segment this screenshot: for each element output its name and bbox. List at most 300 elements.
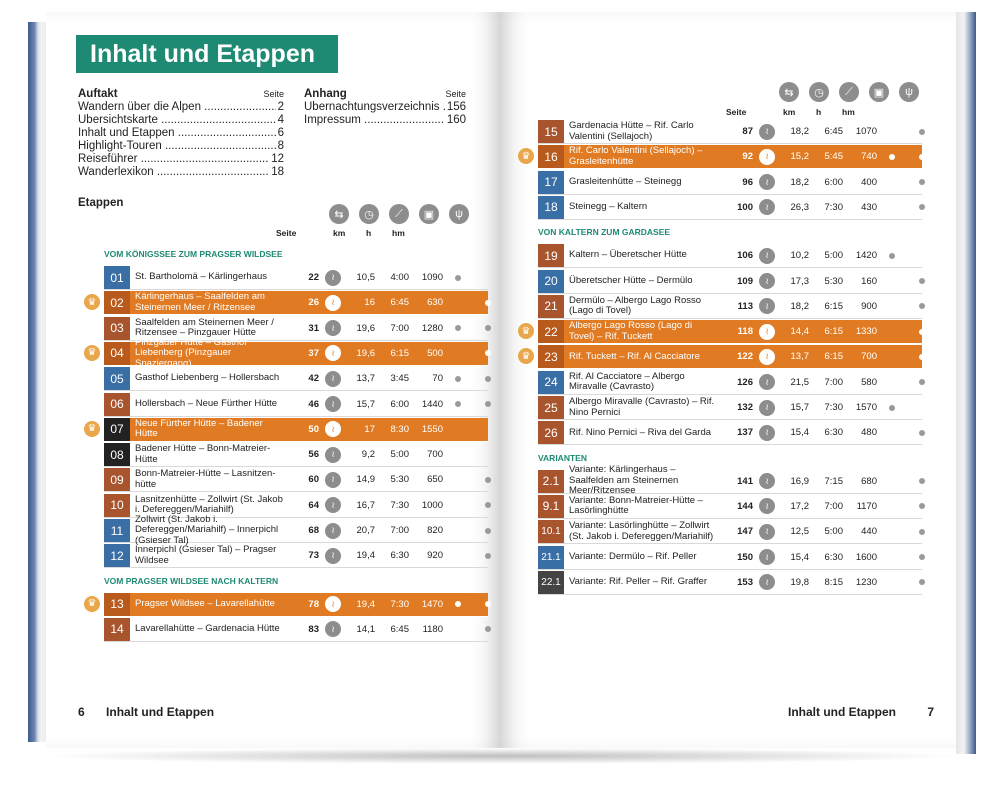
trail-icon: ≀ <box>325 523 341 539</box>
stage-elevation: 580 <box>861 376 877 388</box>
stage-page: 68 <box>308 525 319 536</box>
stage-elevation: 1230 <box>855 576 877 588</box>
stage-km: 19,4 <box>356 598 375 610</box>
column-icons <box>779 82 929 102</box>
food-dot <box>485 376 491 382</box>
stage-elevation: 1570 <box>855 402 877 413</box>
stage-name: Rif. Al Cacciatore – Albergo Miravalle (Cavrasto) <box>569 370 685 393</box>
food-indicator <box>907 329 937 335</box>
stage-km: 13,7 <box>356 373 375 385</box>
food-dot <box>485 528 491 534</box>
stage-row[interactable] <box>538 295 922 319</box>
trail-icon: ≀ <box>759 324 775 340</box>
food-indicator <box>473 350 503 356</box>
stage-hours: 7:30 <box>390 499 409 511</box>
trail-icon: ≀ <box>759 273 775 289</box>
crown-icon: ♛ <box>84 421 100 437</box>
stage-row[interactable] <box>104 513 488 546</box>
stage-row[interactable] <box>104 367 488 391</box>
food-dot <box>919 529 925 535</box>
toc-anhang <box>304 88 466 127</box>
food-indicator <box>473 477 503 483</box>
food-indicator <box>907 478 937 484</box>
stage-number: 02 <box>104 291 130 314</box>
bus-icon: ▣ <box>419 204 439 224</box>
stage-elevation: 650 <box>427 474 443 486</box>
stage-row[interactable] <box>104 336 488 369</box>
stage-elevation: 1280 <box>421 322 443 334</box>
stage-elevation: 1000 <box>421 499 443 511</box>
stage-row[interactable] <box>538 320 922 344</box>
stage-hours: 7:00 <box>390 525 409 536</box>
stage-hours: 6:45 <box>824 126 843 137</box>
toc-entry[interactable] <box>78 114 284 127</box>
section-title: VON KALTERN ZUM GARDASEE <box>538 227 671 238</box>
stage-row[interactable] <box>538 171 922 195</box>
stage-page: 83 <box>308 623 319 635</box>
toc-anhang-header: Anhang <box>304 88 347 100</box>
food-dot <box>485 325 491 331</box>
stage-hours: 7:30 <box>824 201 843 213</box>
stage-hours: 7:00 <box>390 322 409 334</box>
stage-elevation: 1600 <box>855 551 877 563</box>
trail-icon: ≀ <box>759 498 775 514</box>
trail-icon: ≀ <box>759 400 775 416</box>
food-dot <box>919 303 925 309</box>
bus-indicator <box>443 601 473 607</box>
stage-row[interactable] <box>538 196 922 220</box>
trail-icon: ≀ <box>759 374 775 390</box>
crown-icon: ♛ <box>518 148 534 164</box>
stage-number: 03 <box>104 317 130 340</box>
stage-row[interactable] <box>104 593 488 617</box>
toc-entry[interactable] <box>304 101 466 114</box>
toc-entry[interactable] <box>304 114 466 127</box>
stage-hours: 5:45 <box>824 151 843 163</box>
stage-row[interactable] <box>538 244 922 268</box>
stage-page: 87 <box>742 126 753 137</box>
trail-icon: ≀ <box>325 472 341 488</box>
stage-page: 92 <box>742 151 753 163</box>
stage-elevation: 1420 <box>855 250 877 262</box>
stage-name: Saalfelden am Steinernen Meer / Ritzensee – Pinzgauer Hütte <box>135 316 274 339</box>
food-indicator <box>473 325 503 331</box>
stage-page: 60 <box>308 474 319 486</box>
stage-number: 12 <box>104 544 130 567</box>
trail-icon: ≀ <box>325 295 341 311</box>
food-dot <box>919 329 925 335</box>
toc-entry[interactable] <box>78 166 284 179</box>
stage-elevation: 430 <box>861 201 877 213</box>
stage-page: 50 <box>308 423 319 435</box>
footer <box>788 705 934 719</box>
stage-number: 15 <box>538 120 564 143</box>
stage-number: 14 <box>104 618 130 641</box>
food-dot <box>919 354 925 360</box>
stage-row[interactable] <box>104 443 488 467</box>
food-indicator <box>907 430 937 436</box>
stage-page: 126 <box>737 376 753 388</box>
toc-entry-title: Reiseführer ..... <box>78 153 269 166</box>
food-indicator <box>907 379 937 385</box>
stage-row[interactable] <box>104 544 488 568</box>
stage-name: Steinegg – Kaltern <box>569 201 648 213</box>
stage-hours: 6:45 <box>390 623 409 635</box>
food-dot <box>919 379 925 385</box>
food-indicator <box>907 529 937 535</box>
food-dot <box>485 502 491 508</box>
section-title: VARIANTEN <box>538 452 587 463</box>
food-dot <box>919 204 925 210</box>
food-indicator <box>907 503 937 509</box>
stage-km: 15,7 <box>356 398 375 410</box>
toc-entry[interactable] <box>78 140 284 153</box>
clock-icon: ◷ <box>809 82 829 102</box>
bus-indicator <box>443 325 473 331</box>
stage-elevation: 70 <box>432 373 443 385</box>
stage-page: 141 <box>737 475 753 487</box>
stage-number: 13 <box>104 593 130 616</box>
food-indicator <box>907 354 937 360</box>
stage-hours: 5:30 <box>824 275 843 287</box>
stage-number: 08 <box>104 443 130 466</box>
stage-row[interactable] <box>538 495 922 519</box>
stage-number: 04 <box>104 342 130 365</box>
stage-km: 20,7 <box>356 525 375 536</box>
footer-title: Inhalt und Etappen <box>788 705 896 719</box>
stage-km: 16,9 <box>790 475 809 487</box>
stage-row[interactable] <box>538 464 922 497</box>
stage-page: 118 <box>737 326 753 338</box>
stage-hours: 6:00 <box>824 176 843 188</box>
stage-name: Hollersbach – Neue Fürther Hütte <box>135 397 278 409</box>
crown-icon: ♛ <box>84 345 100 361</box>
food-dot <box>485 553 491 559</box>
stage-number: 23 <box>538 345 564 368</box>
bus-indicator <box>877 154 907 160</box>
food-indicator <box>473 401 503 407</box>
trail-icon: ≀ <box>325 497 341 513</box>
food-dot <box>485 477 491 483</box>
stage-name: Pinzgauer Hütte – Gasthof Liebenberg (Pinzgauer Spaziergang) <box>135 336 247 369</box>
book-edge-right <box>956 12 976 754</box>
food-dot <box>919 278 925 284</box>
stage-number: 20 <box>538 270 564 293</box>
stage-elevation: 1180 <box>422 623 443 635</box>
stage-number: 10.1 <box>538 520 564 543</box>
column-labels <box>46 228 500 240</box>
stage-name: Variante: Rif. Peller – Rif. Graffer <box>569 576 707 588</box>
stage-page: 122 <box>737 351 753 363</box>
stage-name: Überetscher Hütte – Dermülo <box>569 274 693 286</box>
stage-name: Lasnitzenhütte – Zollwirt (St. Jakob i. Defereggen/Mariahilf) <box>135 493 283 516</box>
food-indicator <box>473 376 503 382</box>
stage-row[interactable] <box>538 421 922 445</box>
food-indicator <box>907 579 937 585</box>
bus-dot <box>455 325 461 331</box>
food-indicator <box>907 278 937 284</box>
toc-entry-title: Übernachtungsverzeichnis ..... <box>304 101 445 114</box>
right-page <box>500 12 956 748</box>
stage-km: 10,2 <box>790 250 809 262</box>
stage-number: 06 <box>104 393 130 416</box>
stage-row[interactable] <box>104 393 488 417</box>
stage-name: Pragser Wildsee – Lavarellahütte <box>135 597 275 609</box>
stage-km: 18,2 <box>790 300 809 312</box>
toc-entry-page: 12 <box>271 153 284 165</box>
stage-name: Badener Hütte – Bonn-Matreier-Hütte <box>135 443 271 465</box>
trail-icon: ≀ <box>325 548 341 564</box>
bus-dot <box>455 376 461 382</box>
trail-icon: ≀ <box>759 248 775 264</box>
stage-name: Albergo Miravalle (Cavrasto) – Rif. Nino Pernici <box>569 396 715 418</box>
stage-number: 17 <box>538 171 564 194</box>
col-label-hm: hm <box>392 228 405 238</box>
stage-name: Kärlingerhaus – Saalfelden am Steinernen Meer / Ritzensee <box>135 291 265 313</box>
stage-km: 10,5 <box>356 272 375 283</box>
stage-hours: 6:15 <box>824 326 843 338</box>
stage-row[interactable] <box>538 270 922 294</box>
stage-name: Albergo Lago Rosso (Lago di Tovel) – Rif. Tuckett <box>569 320 693 342</box>
toc-entry-title: Highlight-Touren ..... <box>78 140 276 153</box>
stage-km: 15,4 <box>790 551 809 563</box>
stage-page: 56 <box>308 449 319 461</box>
food-indicator <box>907 154 937 160</box>
stage-name: Neue Fürther Hütte – Badener Hütte <box>135 417 263 440</box>
food-indicator <box>907 554 937 560</box>
stage-page: 37 <box>308 347 319 359</box>
stage-page: 78 <box>308 598 319 610</box>
food-indicator <box>473 300 503 306</box>
col-label-km: km <box>333 228 346 238</box>
stage-row[interactable] <box>538 571 922 595</box>
stage-elevation: 630 <box>427 297 443 309</box>
crown-icon: ♛ <box>518 323 534 339</box>
stage-elevation: 480 <box>861 427 877 439</box>
stage-number: 09 <box>104 468 130 491</box>
stage-row[interactable] <box>104 468 488 492</box>
stage-name: Variante: Kärlingerhaus – Saalfelden am Steinernen Meer/Ritzensee <box>569 464 679 497</box>
toc-entry-page: 2 <box>277 101 284 113</box>
toc-entry[interactable] <box>78 153 284 166</box>
food-dot <box>919 554 925 560</box>
stage-name: Innerpichl (Gsieser Tal) – Pragser Wildsee <box>135 544 277 566</box>
food-indicator <box>907 129 937 135</box>
stage-hours: 7:00 <box>824 376 843 388</box>
food-indicator <box>907 204 937 210</box>
stage-number: 01 <box>104 266 130 289</box>
stage-km: 15,4 <box>790 427 809 439</box>
footer-title: Inhalt und Etappen <box>106 705 215 719</box>
stage-km: 18,2 <box>790 126 809 137</box>
col-label-seite: Seite <box>276 228 297 238</box>
stage-name: Rif. Tuckett – Rif. Al Cacciatore <box>569 350 700 362</box>
col-label-km: km <box>783 107 796 117</box>
toc-entry-page: 160 <box>446 114 466 126</box>
stage-page: 132 <box>737 402 753 413</box>
toc-entry-title: Wandern über die Alpen ..... <box>78 101 276 114</box>
stage-page: 73 <box>308 550 319 562</box>
stage-hours: 6:00 <box>390 398 409 410</box>
stage-elevation: 400 <box>861 176 877 188</box>
stage-number: 9.1 <box>538 495 564 518</box>
stage-row[interactable] <box>104 266 488 290</box>
stage-name: Gardenacia Hütte – Rif. Carlo Valentini (Sellajoch) <box>569 120 694 142</box>
stage-km: 19,6 <box>356 322 375 334</box>
stage-km: 14,4 <box>790 326 809 338</box>
stage-name: St. Bartholomä – Kärlingerhaus <box>135 271 268 283</box>
food-dot <box>919 579 925 585</box>
stage-row[interactable] <box>538 120 922 144</box>
stage-name: Rif. Nino Pernici – Riva del Garda <box>569 426 712 438</box>
stage-number: 10 <box>104 494 130 517</box>
stage-elevation: 740 <box>861 151 877 163</box>
trail-icon: ≀ <box>759 298 775 314</box>
clock-icon: ◷ <box>359 204 379 224</box>
stage-km: 16,7 <box>356 499 375 511</box>
food-indicator <box>907 303 937 309</box>
stage-page: 150 <box>737 551 753 563</box>
food-indicator <box>473 626 503 632</box>
stage-name: Lavarellahütte – Gardenacia Hütte <box>135 623 280 635</box>
stage-name: Dermülo – Albergo Lago Rosso (Lago di Tovel) <box>569 294 702 317</box>
stage-page: 153 <box>737 576 753 588</box>
trail-icon: ≀ <box>325 371 341 387</box>
stage-elevation: 1440 <box>421 398 443 410</box>
stage-page: 147 <box>737 526 753 538</box>
toc-entry-page: 8 <box>277 140 284 152</box>
stage-elevation: 1090 <box>421 272 443 283</box>
trail-icon: ≀ <box>325 421 341 437</box>
stage-hours: 6:15 <box>390 347 409 359</box>
bus-indicator <box>443 275 473 281</box>
stage-row[interactable] <box>104 418 488 442</box>
stage-elevation: 820 <box>427 525 443 536</box>
section-title: VOM PRAGSER WILDSEE NACH KALTERN <box>104 575 279 586</box>
stage-page: 113 <box>737 300 753 312</box>
trail-icon: ≀ <box>325 621 341 637</box>
food-indicator <box>907 179 937 185</box>
toc-auftakt-header: Auftakt <box>78 88 118 100</box>
stage-row[interactable] <box>538 371 922 395</box>
signpost-icon: ⇆ <box>779 82 799 102</box>
stage-elevation: 700 <box>427 449 443 461</box>
crown-icon: ♛ <box>84 596 100 612</box>
stage-row[interactable] <box>104 618 488 642</box>
food-dot <box>919 154 925 160</box>
food-indicator <box>473 528 503 534</box>
food-dot <box>485 601 491 607</box>
book-shadow <box>38 748 966 764</box>
toc-entry-title: Impressum ..... <box>304 114 445 127</box>
stage-km: 19,4 <box>356 550 375 562</box>
trail-icon: ≀ <box>759 199 775 215</box>
stage-row[interactable] <box>538 145 922 169</box>
stage-hours: 7:30 <box>390 598 409 610</box>
stage-hours: 7:00 <box>824 500 843 512</box>
trail-icon: ≀ <box>759 174 775 190</box>
stage-elevation: 680 <box>861 475 877 487</box>
toc-entry[interactable] <box>78 101 284 114</box>
stage-page: 109 <box>737 275 753 287</box>
left-page <box>46 12 500 748</box>
stage-hours: 8:15 <box>824 576 843 588</box>
stage-row[interactable] <box>538 520 922 544</box>
stage-name: Variante: Bonn-Matreier-Hütte – Lasörlinghütte <box>569 494 703 517</box>
stage-hours: 6:45 <box>390 297 409 309</box>
bus-indicator <box>877 253 907 259</box>
stage-row[interactable] <box>104 291 488 315</box>
trail-icon: ≀ <box>759 473 775 489</box>
stage-elevation: 1550 <box>421 423 443 435</box>
bus-dot <box>455 601 461 607</box>
stage-km: 21,5 <box>790 376 809 388</box>
food-dot <box>919 430 925 436</box>
toc-entry-page: 4 <box>277 114 284 126</box>
elevation-icon: ⟋ <box>839 82 859 102</box>
stage-page: 137 <box>737 427 753 439</box>
stage-row[interactable] <box>538 345 922 369</box>
trail-icon: ≀ <box>759 549 775 565</box>
food-dot <box>485 626 491 632</box>
stage-km: 16 <box>364 297 375 309</box>
stage-row[interactable] <box>538 546 922 570</box>
trail-icon: ≀ <box>759 524 775 540</box>
bus-dot <box>455 275 461 281</box>
stage-hours: 5:30 <box>390 474 409 486</box>
bus-dot <box>889 405 895 411</box>
stage-km: 15,7 <box>790 402 809 413</box>
footer-page-number: 6 <box>78 705 85 719</box>
stage-km: 15,2 <box>790 151 809 163</box>
stage-elevation: 920 <box>427 550 443 562</box>
stage-km: 18,2 <box>790 176 809 188</box>
trail-icon: ≀ <box>759 149 775 165</box>
stage-hours: 3:45 <box>390 373 409 385</box>
stage-km: 17,2 <box>790 500 809 512</box>
stage-km: 19,6 <box>356 347 375 359</box>
stage-number: 16 <box>538 145 564 168</box>
stage-elevation: 440 <box>861 526 877 538</box>
stage-name: Rif. Carlo Valentini (Sellajoch) – Grasleitenhütte <box>569 145 703 167</box>
stage-hours: 8:30 <box>390 423 409 435</box>
stage-number: 21 <box>538 295 564 318</box>
stage-name: Grasleitenhütte – Steinegg <box>569 175 682 187</box>
elevation-icon: ⟋ <box>389 204 409 224</box>
food-indicator <box>473 553 503 559</box>
stage-number: 25 <box>538 396 564 419</box>
page-title: Inhalt und Etappen <box>76 35 338 73</box>
stage-number: 07 <box>104 418 130 441</box>
stage-elevation: 1330 <box>855 326 877 338</box>
toc-entry-page: 156 <box>446 101 466 113</box>
stage-name: Zollwirt (St. Jakob i. Defereggen/Mariahilf) – Innerpichl (Gsieser Tal) <box>135 513 279 546</box>
bus-indicator <box>877 405 907 411</box>
stage-hours: 6:30 <box>824 427 843 439</box>
toc-entry[interactable] <box>78 127 284 140</box>
bus-dot <box>889 253 895 259</box>
trail-icon: ≀ <box>759 124 775 140</box>
trail-icon: ≀ <box>325 270 341 286</box>
stage-hours: 5:00 <box>390 449 409 461</box>
trail-icon: ≀ <box>759 349 775 365</box>
stage-hours: 6:15 <box>824 351 843 363</box>
etappen-label: Etappen <box>78 197 124 209</box>
stage-number: 2.1 <box>538 470 564 493</box>
stage-page: 144 <box>737 500 753 512</box>
signpost-icon: ⇆ <box>329 204 349 224</box>
stage-row[interactable] <box>538 396 922 420</box>
